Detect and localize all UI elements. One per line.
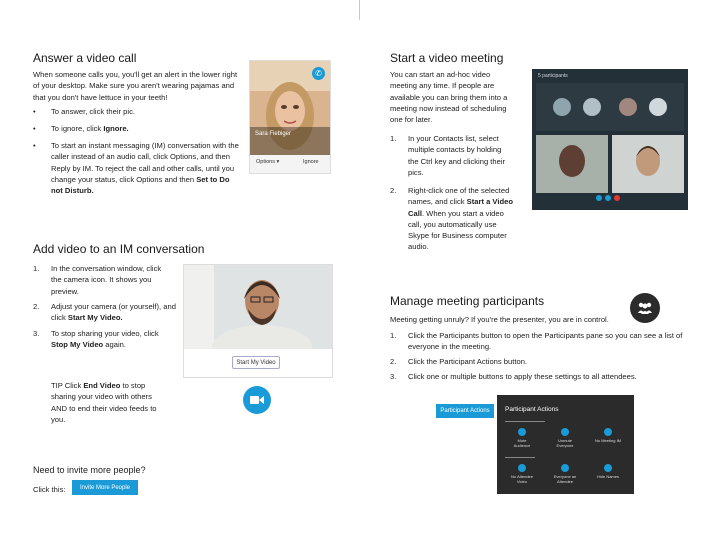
add-video-title: Add video to an IM conversation [33, 242, 205, 256]
answer-bullet-3: To start an instant messaging (IM) conversation with the caller instead of an audio call, click Options, and then Reply by IM. To reject the call and other calls, until you change your status, click Options and then Set to Do not Disturb. [51, 141, 239, 196]
participants-icon [630, 293, 660, 323]
action-no-meeting-im[interactable]: No Meeting IM [595, 428, 621, 443]
participant-actions-pane [497, 395, 634, 494]
caller-name: Sara Fiebiger [255, 131, 292, 137]
attendee-icon [561, 464, 569, 472]
step-number: 2. [390, 186, 397, 195]
answer-bullet-1: To answer, click their pic. [51, 107, 135, 116]
phone-icon: ✆ [312, 67, 325, 80]
mic-icon[interactable] [605, 195, 611, 201]
action-no-attendee-video[interactable]: No Attendee Video [509, 464, 535, 484]
pane-separator [505, 421, 545, 422]
start-meeting-title: Start a video meeting [390, 51, 504, 65]
mute-icon [518, 428, 526, 436]
action-unmute-everyone[interactable]: Unmute Everyone [552, 428, 578, 448]
start-meeting-intro: You can start an ad-hoc video meeting any time. If people are available you can bring them into a meeting now instead of scheduling one for later. [390, 70, 508, 125]
video-icon[interactable] [596, 195, 602, 201]
add-video-step-2: Adjust your camera (or yourself), and click Start My Video. [51, 302, 176, 323]
add-video-step-1: In the conversation window, click the camera icon. It shows you preview. [51, 264, 162, 296]
start-step-2: Right-click one of the selected names, and click Start a Video Call. When you start a video call, you automatically use Skype for Business computer audio. [408, 186, 513, 252]
start-my-video-button[interactable]: Start My Video [232, 356, 280, 369]
hide-names-icon [604, 464, 612, 472]
pane-separator [505, 457, 535, 458]
meeting-controls [596, 195, 624, 205]
camera-icon [250, 395, 264, 405]
meeting-window-title: 5 participants [538, 73, 568, 79]
pane-title: Participant Actions [505, 406, 559, 413]
step-number: 2. [390, 357, 397, 366]
add-video-step-3: To stop sharing your video, click Stop My Video again. [51, 329, 159, 350]
meeting-video-grid [532, 83, 688, 193]
manage-step-3: Click one or multiple buttons to apply these settings to all attendees. [408, 372, 637, 381]
answer-bullet-2: To ignore, click Ignore. [51, 124, 129, 133]
preview-photo [184, 265, 332, 349]
options-button[interactable]: Options ▾ [256, 159, 280, 165]
invite-more-people-button[interactable]: Invite More People [72, 480, 138, 495]
start-step-1: In your Contacts list, select multiple contacts by holding the Ctrl key and clicking their pics. [408, 134, 506, 177]
action-hide-names[interactable]: Hide Names [595, 464, 621, 479]
invite-title: Need to invite more people? [33, 465, 146, 475]
no-im-icon [604, 428, 612, 436]
answer-title: Answer a video call [33, 51, 137, 65]
bullet-dot: • [33, 141, 36, 150]
unmute-icon [561, 428, 569, 436]
step-number: 1. [33, 264, 40, 273]
invite-click-label: Click this: [33, 485, 66, 494]
ignore-button[interactable]: Ignore [303, 159, 319, 165]
manage-intro: Meeting getting unruly? If you're the presenter, you are in control. [390, 315, 609, 324]
video-camera-button[interactable] [243, 386, 271, 414]
action-everyone-attendee[interactable]: Everyone an Attendee [552, 464, 578, 484]
column-divider [359, 0, 360, 20]
manage-step-1: Click the Participants button to open the Participants pane so you can see a list of everyone in the meeting. [408, 331, 683, 352]
step-number: 2. [33, 302, 40, 311]
step-number: 3. [390, 372, 397, 381]
step-number: 3. [33, 329, 40, 338]
bullet-dot: • [33, 124, 36, 133]
manage-step-2: Click the Participant Actions button. [408, 357, 528, 366]
answer-intro: When someone calls you, you'll get an alert in the lower right of your desktop. Make sure you aren't wearing pajamas and that you don't have lettuce in your teeth! [33, 70, 238, 102]
no-video-icon [518, 464, 526, 472]
step-number: 1. [390, 331, 397, 340]
action-mute-audience[interactable]: Mute Audience [509, 428, 535, 448]
hangup-icon[interactable] [614, 195, 620, 201]
incoming-call-alert[interactable] [249, 60, 331, 174]
video-meeting-window [532, 69, 688, 210]
step-number: 1. [390, 134, 397, 143]
tip-text: TIP Click End Video to stop sharing your video with others AND to end their video feeds to you. [51, 381, 157, 424]
participant-actions-button[interactable]: Participant Actions [436, 404, 494, 418]
bullet-dot: • [33, 107, 36, 116]
video-preview-window [183, 264, 333, 378]
manage-title: Manage meeting participants [390, 294, 545, 308]
